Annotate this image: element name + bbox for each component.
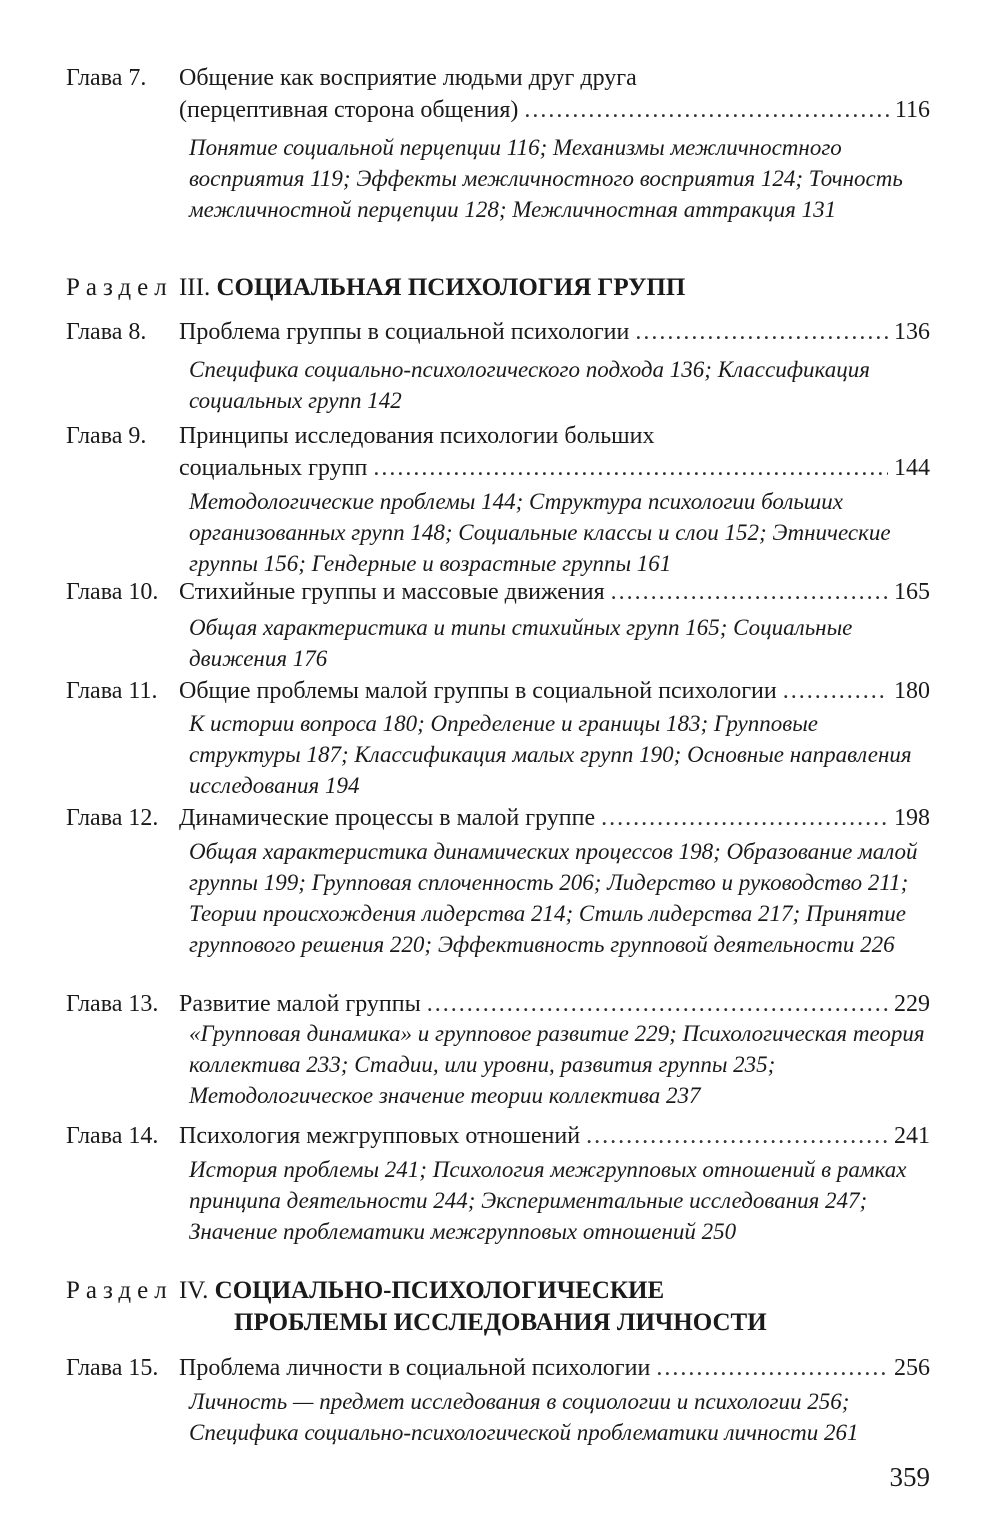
chapter-topics: Методологические проблемы 144; Структура психологии больших организованных групп 148; Социальные классы и слои 152; Этнические группы 156; Гендерные и возрастные группы 161 (189, 489, 891, 576)
section-title-line2: ПРОБЛЕМЫ ИССЛЕДОВАНИЯ ЛИЧНОСТИ (234, 1309, 767, 1336)
section-word: Раздел (66, 1277, 173, 1304)
chapter-topics: Понятие социальной перцепции 116; Механизмы межличностного восприятия 119; Эффекты межличностного восприятия 124; Точность межличностной перцепции 128; Межличностная аттракция 131 (189, 135, 903, 222)
page-number: 359 (889, 1462, 930, 1492)
leader-dots (427, 988, 888, 1020)
chapter-title-line1: Принципы исследования психологии больших (179, 423, 655, 449)
chapter-title (179, 420, 930, 484)
chapter-label: Глава 15. (66, 1355, 159, 1381)
chapter-title-text: Проблема личности в социальной психологии (179, 1355, 651, 1381)
chapter-page: 198 (894, 805, 930, 831)
chapter-title (179, 802, 930, 834)
chapter-page: 229 (894, 991, 930, 1017)
leader-dots (635, 316, 888, 348)
chapter-title (179, 316, 930, 348)
chapter-title (179, 1352, 930, 1384)
chapter-label: Глава 8. (66, 319, 147, 345)
chapter-topics: Личность — предмет исследования в социологии и психологии 256; Специфика социально-психологической проблематики личности 261 (189, 1389, 859, 1445)
leader-dots (601, 802, 888, 834)
chapter-page: 165 (894, 579, 930, 605)
chapter-title-line2: социальных групп (179, 455, 368, 481)
chapter-title-text: Динамические процессы в малой группе (179, 805, 596, 831)
section-numeral: III. (178, 274, 211, 301)
chapter-page: 116 (894, 97, 930, 123)
chapter-topics: История проблемы 241; Психология межгрупповых отношений в рамках принципа деятельности 244; Экспериментальные исследования 247; Значение проблематики межгрупповых отношений 250 (189, 1157, 907, 1244)
chapter-title-text: Стихийные группы и массовые движения (179, 579, 605, 605)
chapter-label: Глава 7. (66, 65, 147, 91)
leader-dots (373, 452, 888, 484)
chapter-label: Глава 12. (66, 805, 159, 831)
chapter-topics: Специфика социально-психологического подхода 136; Классификация социальных групп 142 (189, 357, 870, 413)
chapter-topics: Общая характеристика динамических процессов 198; Образование малой группы 199; Групповая сплоченность 206; Лидерство и руководство 211; Теории происхождения лидерства 214; Стиль лидерства 217; Принятие группового решения 220; Эффективность групповой деятельности 226 (189, 839, 918, 957)
chapter-title-text: Психология межгрупповых отношений (179, 1123, 581, 1149)
toc-page (66, 0, 930, 1531)
chapter-title-line1: Общение как восприятие людьми друг друга (179, 65, 637, 91)
chapter-title (179, 576, 930, 608)
chapter-title (179, 1120, 930, 1152)
chapter-page: 180 (894, 678, 930, 704)
chapter-page: 144 (894, 455, 930, 481)
chapter-page: 256 (894, 1355, 930, 1381)
leader-dots (783, 675, 888, 707)
chapter-label: Глава 13. (66, 991, 159, 1017)
section-numeral: IV. (178, 1277, 209, 1304)
chapter-page: 136 (894, 319, 930, 345)
chapter-title-text: Проблема группы в социальной психологии (179, 319, 630, 345)
chapter-title (179, 675, 930, 707)
chapter-title-text: Развитие малой группы (179, 991, 421, 1017)
chapter-label: Глава 10. (66, 579, 159, 605)
leader-dots (524, 94, 888, 126)
chapter-title-line2: (перцептивная сторона общения) (179, 97, 519, 123)
section-word: Раздел (66, 274, 173, 301)
chapter-title (179, 988, 930, 1020)
chapter-topics: «Групповая динамика» и групповое развитие 229; Психологическая теория коллектива 233; Стадии, или уровни, развития группы 235; Методологическое значение теории коллектива 237 (189, 1021, 925, 1108)
chapter-title (179, 62, 930, 126)
chapter-title-text: Общие проблемы малой группы в социальной психологии (179, 678, 777, 704)
leader-dots (611, 576, 888, 608)
chapter-topics: К истории вопроса 180; Определение и границы 183; Групповые структуры 187; Классификация малых групп 190; Основные направления исследования 194 (189, 711, 912, 798)
section-4-heading (66, 1275, 930, 1336)
leader-dots (656, 1352, 888, 1384)
chapter-label: Глава 11. (66, 678, 158, 704)
leader-dots (586, 1120, 888, 1152)
chapter-label: Глава 14. (66, 1123, 159, 1149)
chapter-topics: Общая характеристика и типы стихийных групп 165; Социальные движения 176 (189, 615, 853, 671)
section-3-heading (66, 272, 930, 304)
section-title: СОЦИАЛЬНАЯ ПСИХОЛОГИЯ ГРУПП (216, 274, 686, 301)
section-title: СОЦИАЛЬНО-ПСИХОЛОГИЧЕСКИЕ (214, 1277, 665, 1304)
chapter-page: 241 (894, 1123, 930, 1149)
chapter-label: Глава 9. (66, 423, 147, 449)
